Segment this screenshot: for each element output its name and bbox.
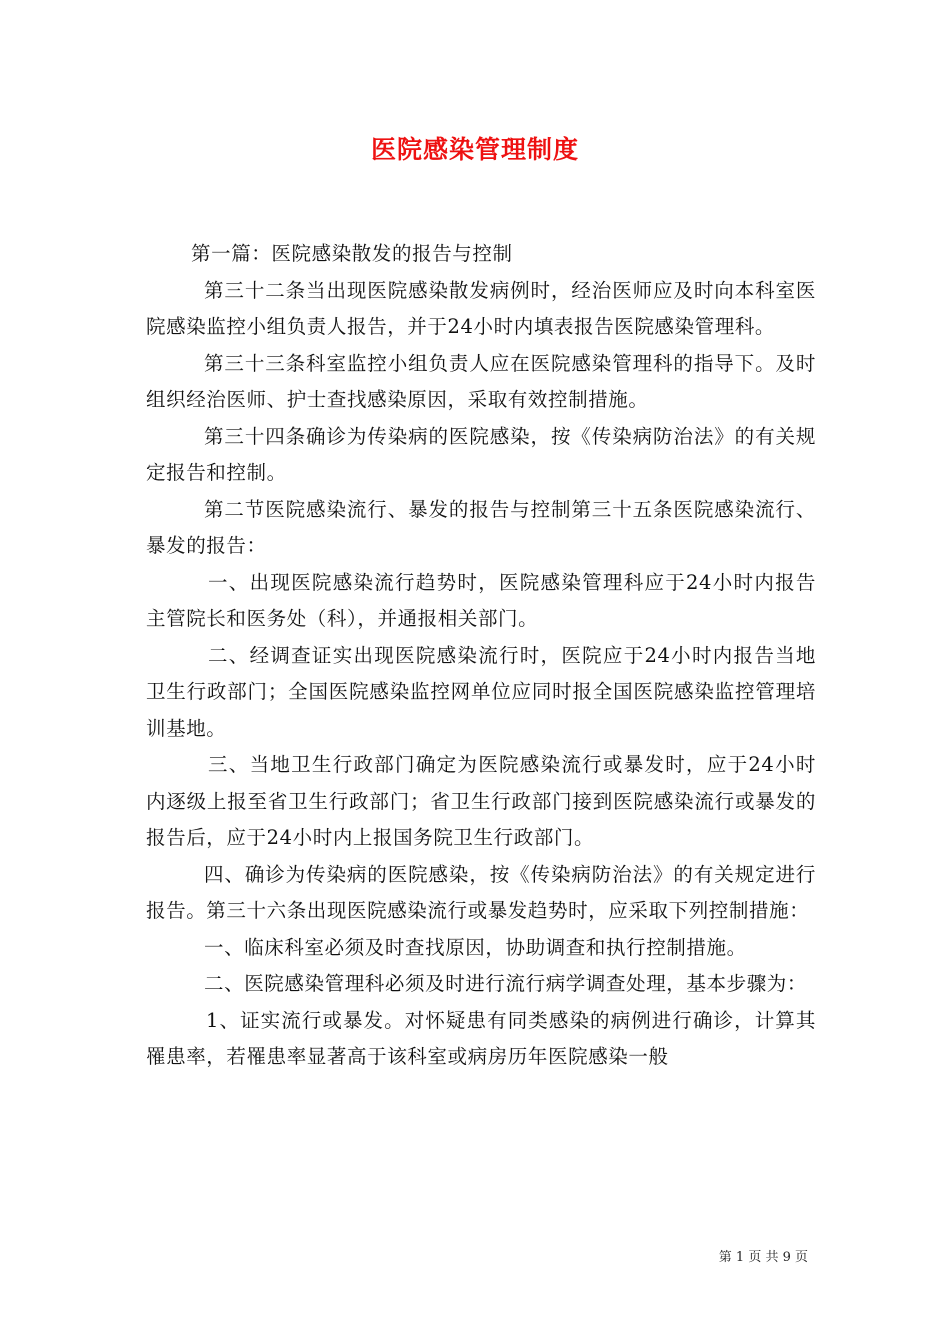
paragraph: 一、临床科室必须及时查找原因，协助调查和执行控制措施。 xyxy=(204,935,747,959)
paragraph: 1、证实流行或暴发。对怀疑患有同类感染的病例进行确诊，计算其罹患率，若罹患率显著高于该科室或病房历年医院感染一般 xyxy=(146,1008,816,1068)
paragraph: 二、经调查证实出现医院感染流行时，医院应于24小时内报告当地卫生行政部门；全国医院感染监控网单位应同时报全国医院感染监控管理培训基地。 xyxy=(146,643,816,740)
paragraph: 一、出现医院感染流行趋势时，医院感染管理科应于24小时内报告主管院长和医务处（科），并通报相关部门。 xyxy=(146,570,816,630)
paragraph: 三、当地卫生行政部门确定为医院感染流行或暴发时，应于24小时内逐级上报至省卫生行政部门；省卫生行政部门接到医院感染流行或暴发的报告后，应于24小时内上报国务院卫生行政部门。 xyxy=(146,753,816,849)
page-title: 医院感染管理制度 xyxy=(370,135,579,164)
section-heading: 第一篇：医院感染散发的报告与控制 xyxy=(191,242,513,265)
paragraph: 第三十三条科室监控小组负责人应在医院感染管理科的指导下。及时组织经治医师、护士查找感染原因，采取有效控制措施。 xyxy=(146,351,816,411)
document-body xyxy=(146,236,816,1076)
paragraph: 第三十四条确诊为传染病的医院感染，按《传染病防治法》的有关规定报告和控制。 xyxy=(146,424,816,484)
paragraph: 二、医院感染管理科必须及时进行流行病学调查处理，基本步骤为： xyxy=(204,972,808,995)
paragraph: 四、确诊为传染病的医院感染，按《传染病防治法》的有关规定进行报告。第三十六条出现医院感染流行或暴发趋势时，应采取下列控制措施： xyxy=(146,862,816,922)
paragraph: 第二节医院感染流行、暴发的报告与控制第三十五条医院感染流行、暴发的报告： xyxy=(146,497,816,557)
paragraph: 第三十二条当出现医院感染散发病例时，经治医师应及时向本科室医院感染监控小组负责人报告，并于24小时内填表报告医院感染管理科。 xyxy=(146,278,816,338)
page-number: 第 1 页 共 9 页 xyxy=(718,1250,808,1265)
